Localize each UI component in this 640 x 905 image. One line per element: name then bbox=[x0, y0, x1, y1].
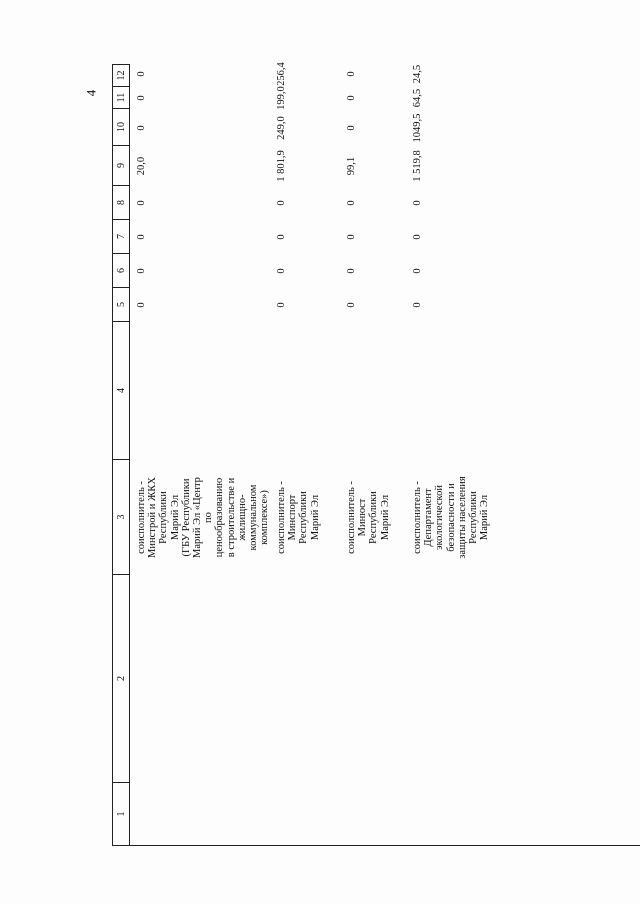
value-cell: 199,0 bbox=[276, 86, 287, 110]
value-cell: 0 bbox=[346, 234, 357, 240]
executor-cell: соисполнитель - Минюст Республики Марий Эл bbox=[346, 481, 391, 554]
value-cell: 0 bbox=[412, 302, 423, 308]
col-header-11: 11 bbox=[113, 87, 129, 109]
value-cell: 24,5 bbox=[412, 64, 423, 84]
value-cell: 0 bbox=[136, 71, 147, 77]
col-header-4: 4 bbox=[113, 322, 129, 460]
col-header-10: 10 bbox=[113, 109, 129, 146]
value-cell: 0 bbox=[136, 95, 147, 101]
value-cell: 0 bbox=[346, 200, 357, 206]
column-number-header bbox=[112, 64, 130, 845]
col-header-6: 6 bbox=[113, 254, 129, 288]
value-cell: 0 bbox=[346, 268, 357, 274]
col-header-9: 9 bbox=[113, 146, 129, 186]
value-cell: 0 bbox=[346, 71, 357, 77]
col-header-12: 12 bbox=[113, 65, 129, 87]
value-cell: 0 bbox=[412, 234, 423, 240]
col-header-5: 5 bbox=[113, 288, 129, 322]
col-header-1: 1 bbox=[115, 811, 127, 817]
value-cell: 0 bbox=[346, 125, 357, 131]
value-cell: 0 bbox=[412, 268, 423, 274]
value-cell: 20,0 bbox=[136, 156, 147, 176]
value-cell: 1 801,9 bbox=[276, 150, 287, 182]
executor-cell: соисполнитель - Минспорт Республики Марий Эл bbox=[276, 481, 321, 554]
page-number: 4 bbox=[83, 89, 99, 97]
col-header-7: 7 bbox=[113, 220, 129, 254]
value-cell: 0 bbox=[136, 200, 147, 206]
value-cell: 256,4 bbox=[276, 62, 287, 86]
value-cell: 1049,5 bbox=[412, 113, 423, 143]
value-cell: 0 bbox=[346, 302, 357, 308]
value-cell: 0 bbox=[136, 302, 147, 308]
value-cell: 0 bbox=[412, 200, 423, 206]
value-cell: 64,5 bbox=[412, 88, 423, 108]
value-cell: 0 bbox=[136, 125, 147, 131]
executor-cell: соисполнитель - Минстрой и ЖКХ Республики Марий Эл (ГБУ Республики Марий Эл «Центр по ценообразованию в строительстве и жилищно- коммунальном комплексе») bbox=[136, 477, 271, 558]
executor-cell: соисполнитель - Департамент экологической безопасности и защиты населения Республики Марий Эл bbox=[412, 476, 491, 559]
value-cell: 0 bbox=[136, 268, 147, 274]
value-cell: 1 519,8 bbox=[412, 150, 423, 182]
value-cell: 0 bbox=[276, 302, 287, 308]
value-cell: 0 bbox=[136, 234, 147, 240]
value-cell: 0 bbox=[276, 234, 287, 240]
value-cell: 0 bbox=[276, 268, 287, 274]
col-header-8: 8 bbox=[113, 186, 129, 220]
value-cell: 99,1 bbox=[346, 156, 357, 176]
col-header-2: 2 bbox=[113, 575, 129, 783]
value-cell: 0 bbox=[276, 200, 287, 206]
value-cell: 249,0 bbox=[276, 116, 287, 140]
value-cell: 0 bbox=[346, 95, 357, 101]
budget-table bbox=[112, 62, 640, 846]
col-header-3: 3 bbox=[113, 460, 129, 575]
